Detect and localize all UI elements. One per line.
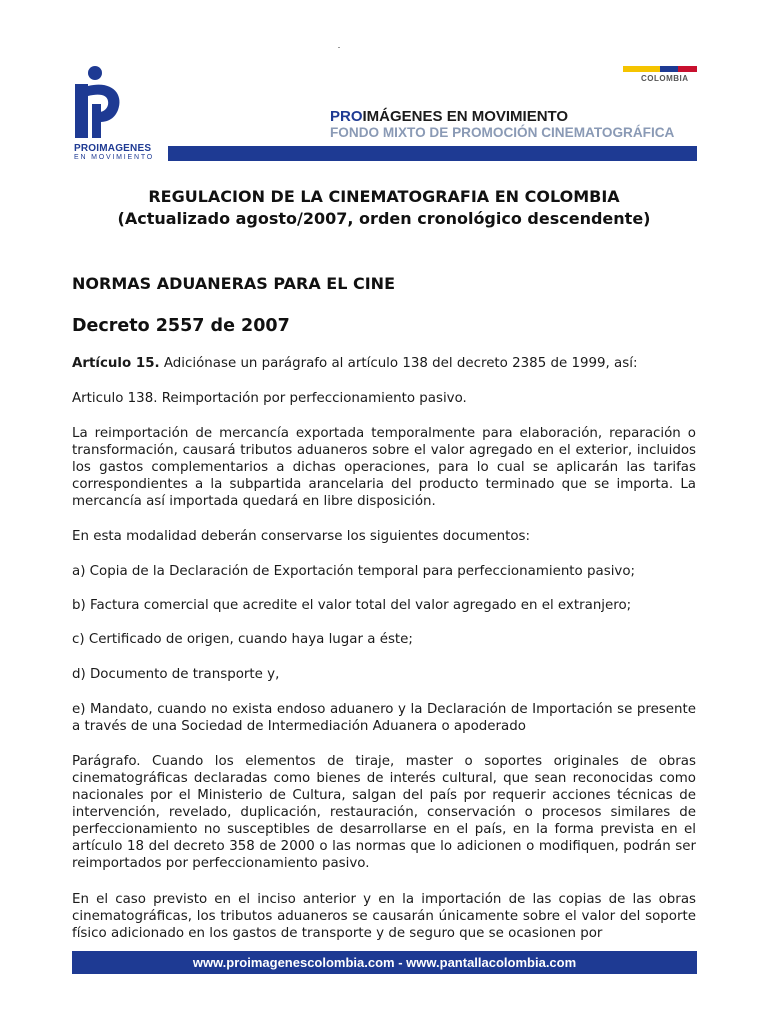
paragraph: Parágrafo. Cuando los elementos de tiraje, master o soportes originales de obras cinematográficas declaradas como bienes de interés cultural, que sean reconocidas como nacionales por el Ministerio de Cultura, salgan del país por requerir acciones técnicas de intervención, revelado, duplicación, restauración, conservación o procesos similares de perfeccionamiento no susceptibles de desarrollarse en el país, en la forma prevista en el artículo 18 del decreto 358 de 2000 o las normas que lo adicionen o modifiquen, podrán ser reimportados por perfeccionamiento pasivo. [72,754,696,871]
article-label: Artículo 15. [72,356,160,371]
list-item: b) Factura comercial que acredite el valor total del valor agregado en el extranjero; [72,598,632,613]
footer-links: www.proimagenescolombia.com - www.pantallacolombia.com [192,955,577,970]
org-name-rest: IMÁGENES EN MOVIMIENTO [362,108,569,125]
article-paragraph [72,355,696,372]
list-item: d) Documento de transporte y, [72,667,280,682]
scan-speck [338,47,340,48]
footer-bar [72,951,697,974]
paragraph: En el caso previsto en el inciso anterior y en la importación de las copias de las obras cinematográficas, los tributos aduaneros se causarán únicamente sobre el valor del soporte físico adicionado en los gastos de transporte y de seguro que se ocasionen por [72,892,696,941]
paragraph: Articulo 138. Reimportación por perfeccionamiento pasivo. [72,391,467,406]
list-item: a) Copia de la Declaración de Exportación temporal para perfeccionamiento pasivo; [72,564,636,579]
paragraph: En esta modalidad deberán conservarse los siguientes documentos: [72,529,531,544]
list-item: c) Certificado de origen, cuando haya lugar a éste; [72,632,413,647]
logo-wordmark: PROIMAGENES [74,143,152,154]
section-heading: NORMAS ADUANERAS PARA EL CINE [72,274,395,293]
logo-tagline: EN MOVIMIENTO [74,154,155,161]
title-line-2: (Actualizado agosto/2007, orden cronológico descendente) [117,209,651,228]
org-subtitle: FONDO MIXTO DE PROMOCIÓN CINEMATOGRÁFICA [330,125,675,140]
decree-heading: Decreto 2557 de 2007 [72,316,290,336]
header-bar [168,146,697,161]
country-label: COLOMBIA [641,74,689,83]
org-name-prefix: PRO [330,108,363,125]
paragraph: La reimportación de mercancía exportada temporalmente para elaboración, reparación o transformación, causará tributos aduaneros sobre el valor agregado en el exterior, incluidos los gastos complementarios a dichas operaciones, para lo cual se aplicarán las tarifas correspondientes a la subpartida arancelaria del producto terminado que se importa. La mercancía así importada quedará en libre disposición. [72,426,696,509]
title-line-1: REGULACION DE LA CINEMATOGRAFIA EN COLOMBIA [148,187,620,206]
list-item: e) Mandato, cuando no exista endoso aduanero y la Declaración de Importación se presente a través de una Sociedad de Intermediación Aduanera o apoderado [72,702,696,734]
article-text: Adiciónase un parágrafo al artículo 138 del decreto 2385 de 1999, así: [159,356,638,371]
document-title [70,186,698,230]
org-name [330,108,568,125]
colombia-flag-icon [623,66,697,72]
